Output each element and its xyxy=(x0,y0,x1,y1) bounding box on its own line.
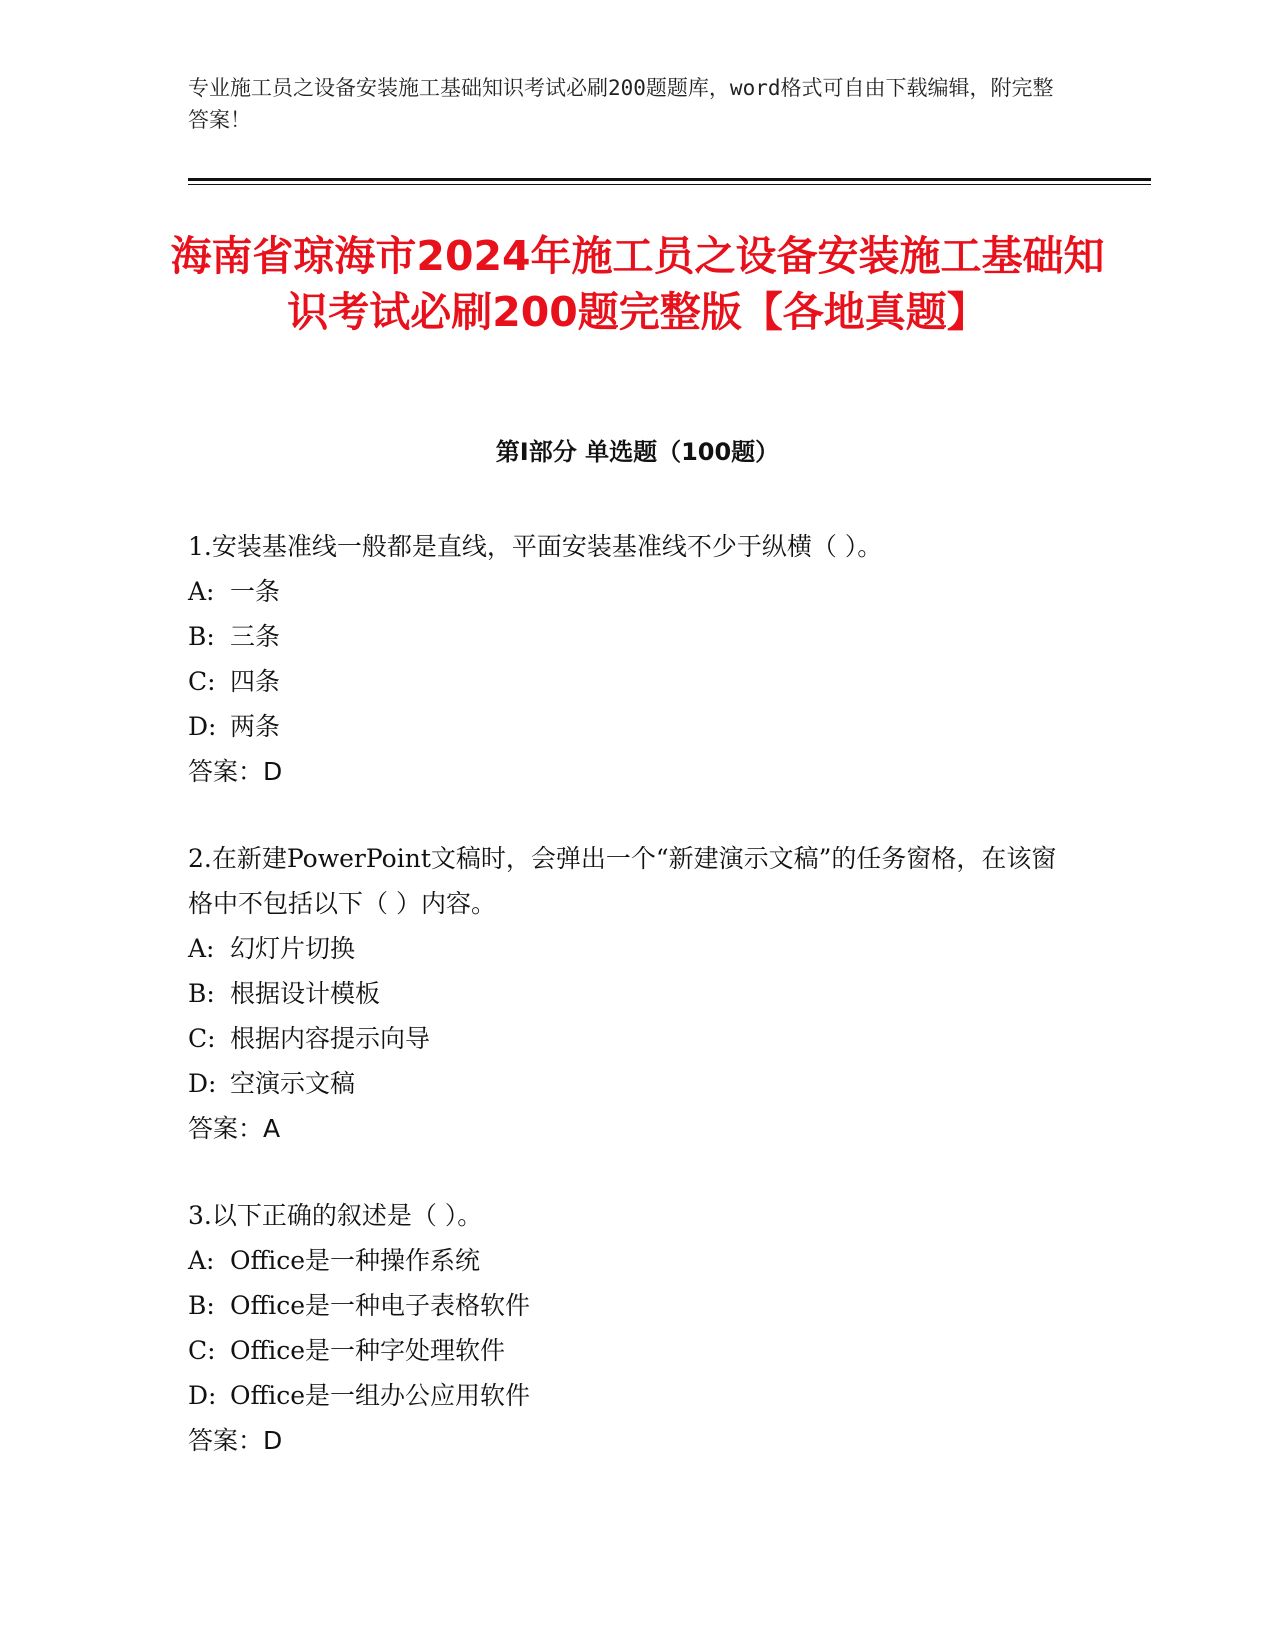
question-stem: 1.安装基准线一般都是直线，平面安装基准线不少于纵横（ ）。 xyxy=(188,532,883,561)
option-text: 幻灯片切换 xyxy=(230,934,356,963)
answer-line: 答案：A xyxy=(188,1114,281,1143)
option-letter: C: xyxy=(188,667,216,696)
option-letter: C: xyxy=(188,1024,216,1053)
option-letter: D: xyxy=(188,712,217,741)
option-d xyxy=(188,704,1068,749)
option-a xyxy=(188,926,1068,971)
option-letter: A: xyxy=(188,1246,215,1275)
option-b xyxy=(188,614,1068,659)
option-a xyxy=(188,569,1068,614)
option-d xyxy=(188,1061,1068,1106)
header-rule-thick xyxy=(188,178,1151,181)
option-c xyxy=(188,659,1068,704)
option-letter: D: xyxy=(188,1381,217,1410)
question-3 xyxy=(188,1193,1068,1463)
question-stem: 2.在新建PowerPoint文稿时，会弹出一个“新建演示文稿”的任务窗格，在该窗格中不包括以下（ ）内容。 xyxy=(188,844,1057,918)
option-text: 三条 xyxy=(230,622,281,651)
answer-line: 答案：D xyxy=(188,757,283,786)
option-b xyxy=(188,1283,1068,1328)
option-c xyxy=(188,1328,1068,1373)
option-text: 一条 xyxy=(230,577,281,606)
section-title: 第Ⅰ部分 单选题（100题） xyxy=(495,438,780,466)
option-c xyxy=(188,1016,1068,1061)
option-letter: C: xyxy=(188,1336,216,1365)
option-text: 根据设计模板 xyxy=(230,979,381,1008)
option-text: Office是一组办公应用软件 xyxy=(230,1381,531,1410)
option-d xyxy=(188,1373,1068,1418)
header-note: 专业施工员之设备安装施工基础知识考试必刷200题题库，word格式可自由下载编辑，附完整答案！ xyxy=(188,76,1054,132)
option-letter: D: xyxy=(188,1069,217,1098)
option-text: Office是一种电子表格软件 xyxy=(230,1291,531,1320)
option-letter: A: xyxy=(188,934,215,963)
option-text: 空演示文稿 xyxy=(230,1069,356,1098)
question-1 xyxy=(188,524,1068,794)
option-text: Office是一种字处理软件 xyxy=(230,1336,506,1365)
option-text: Office是一种操作系统 xyxy=(230,1246,481,1275)
question-2 xyxy=(188,836,1068,1151)
option-letter: B: xyxy=(188,1291,215,1320)
option-a xyxy=(188,1238,1068,1283)
document-title: 海南省琼海市2024年施工员之设备安装施工基础知识考试必刷200题完整版【各地真题】 xyxy=(170,232,1105,336)
option-text: 四条 xyxy=(230,667,281,696)
option-letter: A: xyxy=(188,577,215,606)
option-text: 两条 xyxy=(230,712,281,741)
option-text: 根据内容提示向导 xyxy=(230,1024,431,1053)
question-stem: 3.以下正确的叙述是（ ）。 xyxy=(188,1201,483,1230)
header-rule-thin xyxy=(188,184,1151,185)
option-b xyxy=(188,971,1068,1016)
option-letter: B: xyxy=(188,979,215,1008)
answer-line: 答案：D xyxy=(188,1426,283,1455)
question-list xyxy=(188,524,1068,1505)
option-letter: B: xyxy=(188,622,215,651)
